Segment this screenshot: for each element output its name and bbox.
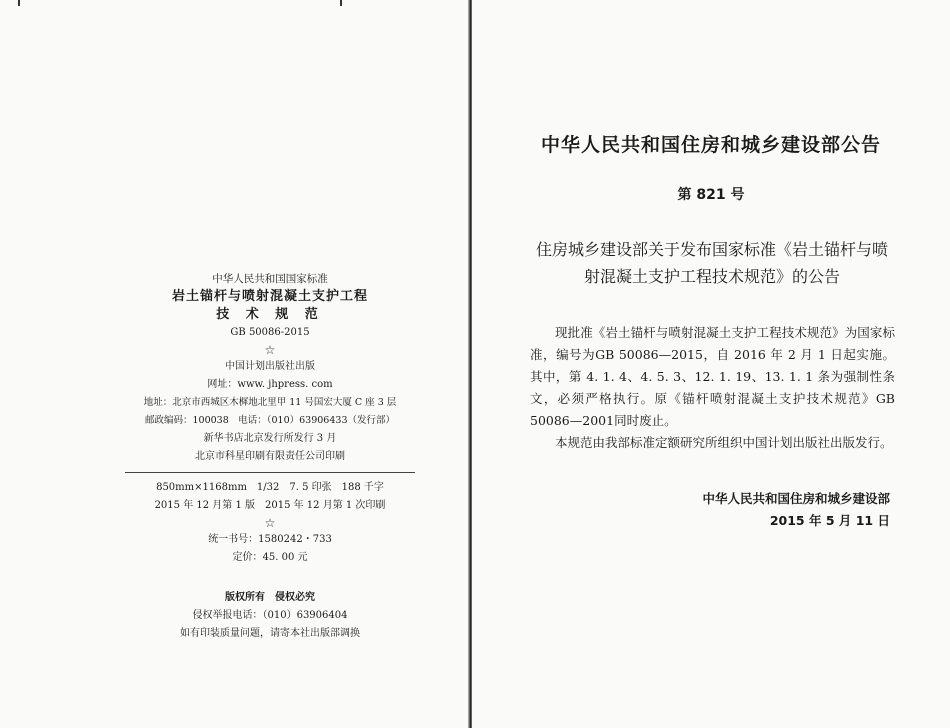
body-paragraph: 本规范由我部标准定额研究所组织中国计划出版社出版发行。 (555, 435, 893, 450)
publisher: 中国计划出版社出版 (225, 361, 315, 372)
format-line: 850mm×1168mm 1/32 7. 5 印张 188 千字 (156, 482, 384, 493)
announcement-title: 中华人民共和国住房和城乡建设部公告 (540, 134, 881, 156)
star-ornament: ☆ (264, 343, 276, 357)
book-subtitle: 技 术 规 范 (216, 307, 324, 322)
printer: 北京市科星印刷有限责任公司印刷 (195, 451, 345, 462)
quality-note: 如有印装质量问题，请寄本社出版部调换 (180, 628, 360, 639)
announcement-page (472, 0, 950, 728)
edge-mark (340, 0, 342, 6)
postal-phone: 邮政编码：100038 电话：（010）63906433（发行部） (144, 415, 395, 426)
body-paragraph: 现批准《岩土锚杆与喷射混凝土支护工程技术规范》为国家标准，编号为GB 50086—2015，自 2016 年 2 月 1 日起实施。其中，第 4. 1. 4、4. 5. 3、12. 1. 19、13. 1. 1 条为强制性条文，必须严格执行。原《锚杆喷射混凝土支护技术规范》GB 50086—2001同时废止。 (530, 325, 895, 428)
edition-line: 2015 年 12 月第 1 版 2015 年 12 月第 1 次印刷 (154, 500, 386, 511)
star-ornament: ☆ (264, 516, 276, 530)
distributor: 新华书店北京发行所发行 3 月 (203, 433, 337, 444)
announcement-body (530, 322, 895, 454)
announcement-number: 第 821 号 (677, 187, 745, 203)
signature-block (632, 488, 890, 532)
book-number: 统一书号：1580242・733 (208, 534, 332, 545)
issue-date: 2015 年 5 月 11 日 (769, 513, 890, 528)
report-phone: 侵权举报电话：（010）63906404 (192, 610, 348, 621)
rights-notice: 版权所有 侵权必究 (225, 592, 315, 603)
colophon-block (120, 270, 420, 643)
copyright-page (0, 0, 470, 728)
price: 定价：45. 00 元 (232, 552, 308, 563)
website: 网址：www. jhpress. com (207, 379, 333, 390)
announcement-heading: 住房城乡建设部关于发布国家标准《岩土锚杆与喷射混凝土支护工程技术规范》的公告 (535, 240, 888, 286)
book-title: 岩土锚杆与喷射混凝土支护工程 (171, 289, 368, 304)
signatory: 中华人民共和国住房和城乡建设部 (702, 491, 890, 506)
standard-code: GB 50086-2015 (230, 327, 310, 338)
divider-rule (125, 472, 415, 473)
address: 地址：北京市西城区木樨地北里甲 11 号国宏大厦 C 座 3 层 (143, 397, 397, 408)
series-label: 中华人民共和国国家标准 (212, 273, 328, 285)
edge-mark (18, 0, 20, 6)
